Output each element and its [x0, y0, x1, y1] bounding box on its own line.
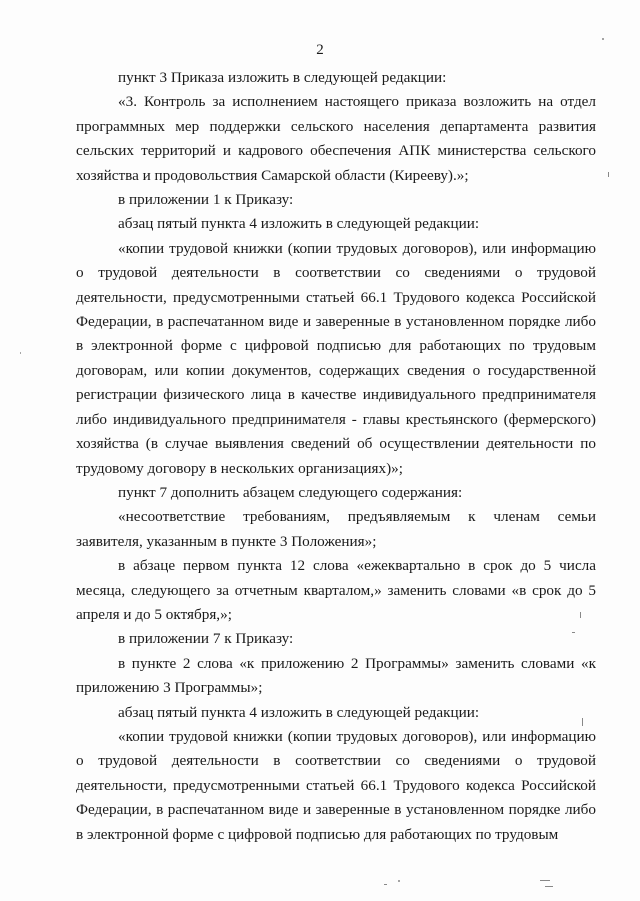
page-number: 2 [316, 42, 324, 58]
scan-speck [20, 352, 21, 354]
scan-speck [580, 612, 581, 618]
paragraph: в приложении 7 к Приказу: [118, 630, 294, 648]
paragraph: пункт 7 дополнить абзацем следующего содержания: [118, 483, 463, 501]
scan-speck [398, 880, 400, 882]
paragraph: «копии трудовой книжки (копии трудовых договоров), или информацию о трудовой деятельности в соответствии со сведениями о трудовой деятельности, предусмотренными статьей 66.1 Трудового кодекса Российской Федерации, в распечатанном виде и заверенные в установленном порядке либо в электронной форме с цифровой подписью для работающих по трудовым [76, 727, 596, 843]
scan-speck [572, 632, 575, 633]
scan-speck [608, 172, 609, 177]
document-body [76, 66, 596, 847]
paragraph: абзац пятый пункта 4 изложить в следующей редакции: [118, 215, 480, 233]
paragraph: в пункте 2 слова «к приложению 2 Программы» заменить словами «к приложению 3 Программы»; [76, 654, 596, 697]
scan-speck [582, 718, 583, 726]
paragraph: «несоответствие требованиям, предъявляемым к членам семьи заявителя, указанным в пункте 3 Положения»; [76, 508, 596, 550]
paragraph: в абзаце первом пункта 12 слова «ежеквартально в срок до 5 числа месяца, следующего за отчетным кварталом,» заменить словами «в срок до 5 апреля и до 5 октября,»; [76, 557, 596, 623]
scan-speck [545, 886, 553, 887]
scan-speck [540, 880, 550, 881]
paragraph: «3. Контроль за исполнением настоящего приказа возложить на отдел программных мер поддержки сельского населения департамента развития сельских территорий и кадрового обеспечения АПК министерства сельского хозяйства и продовольствия Самарской области (Кирееву).»; [76, 93, 596, 184]
paragraph: «копии трудовой книжки (копии трудовых договоров), или информацию о трудовой деятельности в соответствии со сведениями о трудовой деятельности, предусмотренными статьей 66.1 Трудового кодекса Российской Федерации, в распечатанном виде и заверенные в установленном порядке либо в электронной форме с цифровой подписью для работающих по трудовым договорам, или копии документов, содержащих сведения о государственной регистрации физического лица в качестве индивидуального предпринимателя либо индивидуального предпринимателя - главы крестьянского (фермерского) хозяйства (в случае выявления сведений об осуществлении деятельности по трудовому договору в нескольких организациях)»; [76, 239, 596, 477]
paragraph: в приложении 1 к Приказу: [118, 191, 294, 209]
scan-speck [602, 38, 604, 40]
paragraph: абзац пятый пункта 4 изложить в следующей редакции: [118, 703, 480, 721]
paragraph: пункт 3 Приказа изложить в следующей редакции: [118, 69, 447, 86]
scan-speck [384, 884, 387, 885]
